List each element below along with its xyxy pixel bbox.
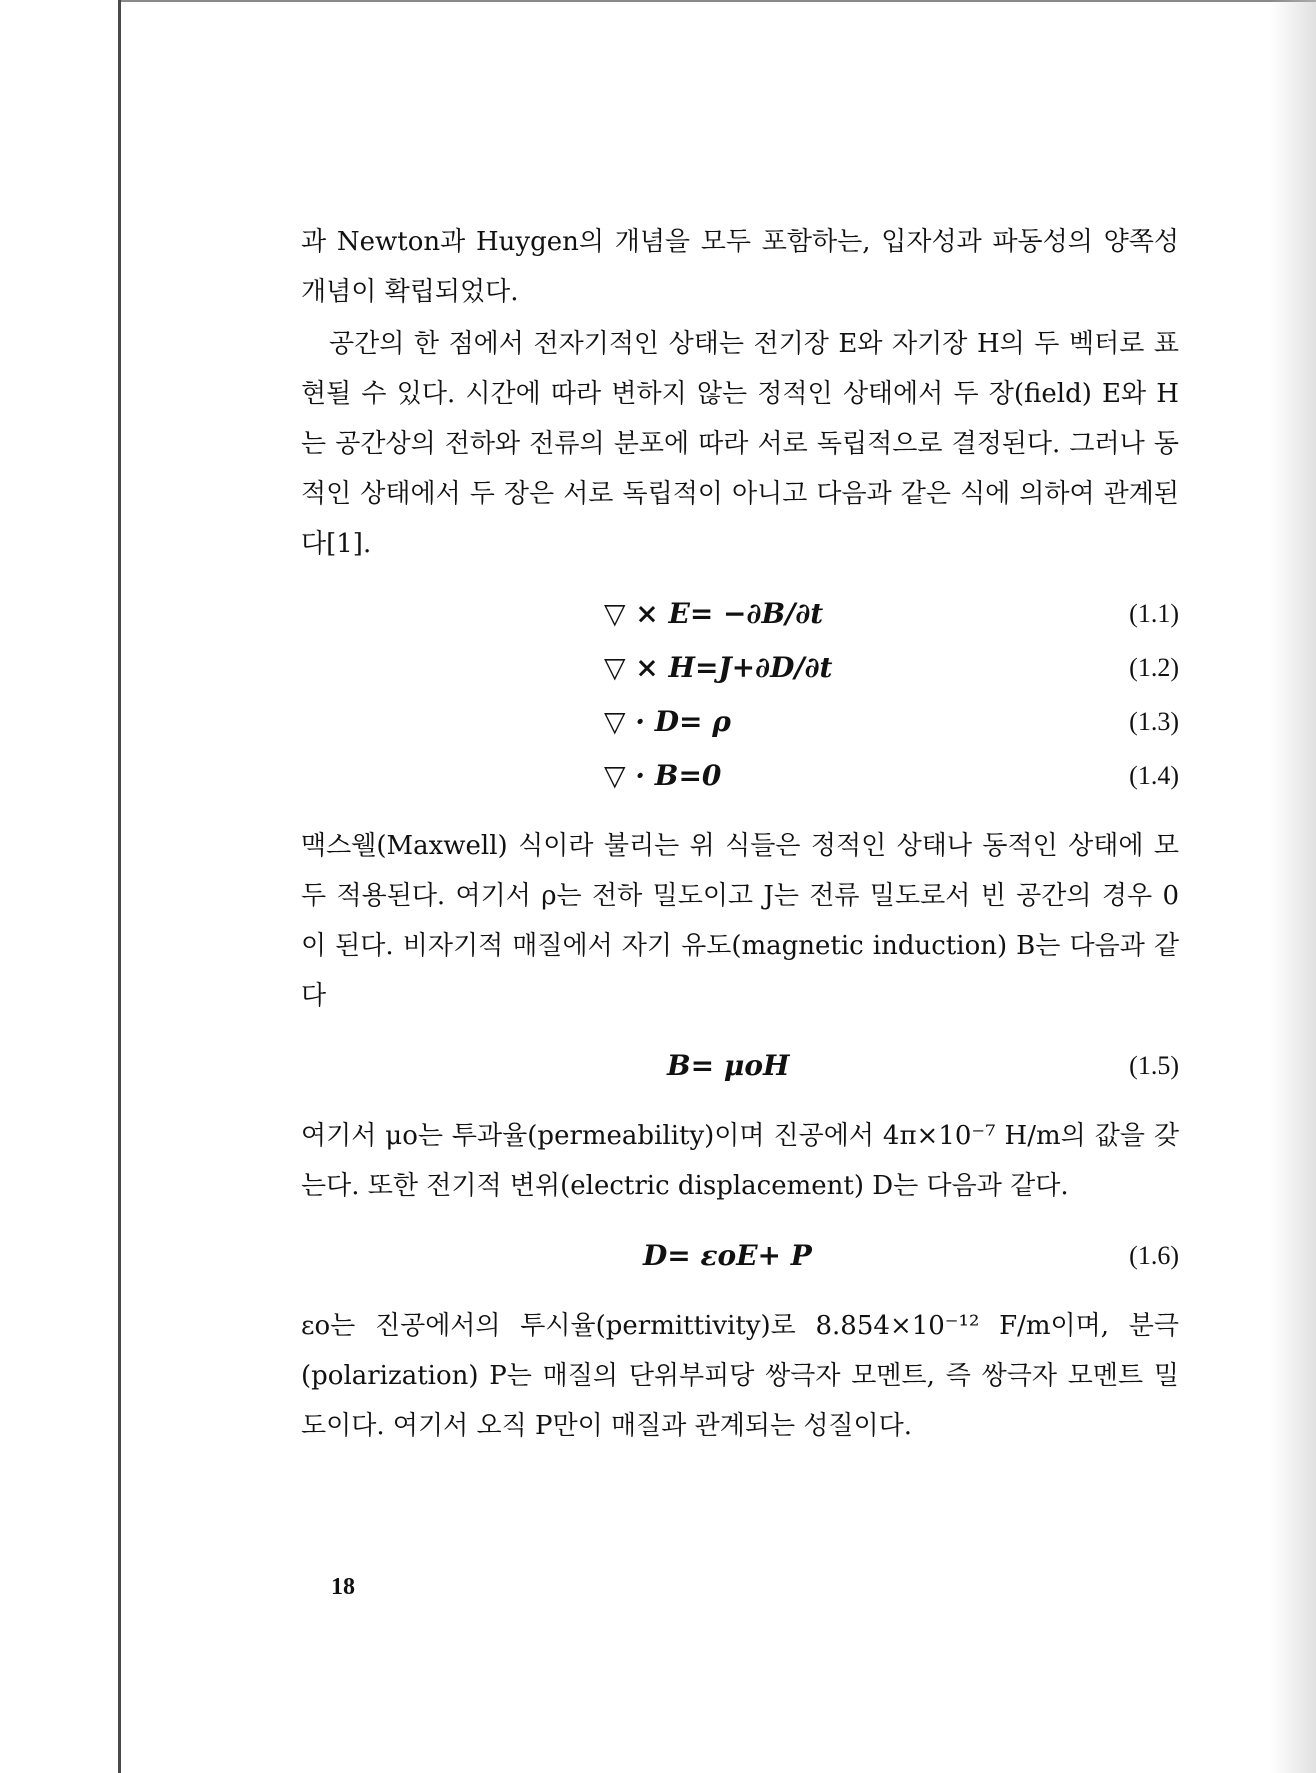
equation-number: (1.5): [1129, 1051, 1179, 1080]
equation-1-6: [301, 1229, 1179, 1283]
equation-expression: ▽ · D= ρ: [604, 705, 731, 738]
paragraph-permittivity: εo는 진공에서의 투시율(permittivity)로 8.854×10⁻¹² F/m이며, 분극(polarization) P는 매질의 단위부피당 쌍극자 모멘트, 즉 쌍극자 모멘트 밀도이다. 여기서 오직 P만이 매질과 관계되는 성질이다.: [301, 1311, 1179, 1441]
equation-number: (1.2): [1129, 653, 1179, 682]
equation-expression: ▽ × E= −∂B/∂t: [604, 597, 824, 630]
equation-expression: B= μoH: [667, 1049, 790, 1082]
equation-1-4: [301, 749, 1179, 803]
page-body: [301, 217, 1179, 1451]
equation-1-5: [301, 1039, 1179, 1093]
page-number: 18: [331, 1574, 355, 1600]
equation-number: (1.1): [1129, 599, 1179, 628]
equation-block-d: [301, 1229, 1179, 1283]
paragraph-permeability: 여기서 μo는 투과율(permeability)이며 진공에서 4π×10⁻⁷ H/m의 값을 갖는다. 또한 전기적 변위(electric displacement) D는 다음과 같다.: [301, 1121, 1179, 1201]
equation-expression: ▽ · B=0: [604, 759, 722, 792]
equation-expression: D= εoE+ P: [643, 1239, 812, 1272]
maxwell-equations: [301, 587, 1179, 803]
equation-number: (1.3): [1129, 707, 1179, 736]
equation-number: (1.6): [1129, 1241, 1179, 1270]
page-left-edge: [118, 0, 121, 1773]
equation-1-2: [301, 641, 1179, 695]
paragraph-fields: 공간의 한 점에서 전자기적인 상태는 전기장 E와 자기장 H의 두 벡터로 표현될 수 있다. 시간에 따라 변하지 않는 정적인 상태에서 두 장(field) E와 H는 공간상의 전하와 전류의 분포에 따라 서로 독립적으로 결정된다. 그러나 동적인 상태에서 두 장은 서로 독립적이 아니고 다음과 같은 식에 의하여 관계된다[1].: [301, 329, 1179, 559]
paragraph-intro: 과 Newton과 Huygen의 개념을 모두 포함하는, 입자성과 파동성의 양쪽성 개념이 확립되었다.: [301, 227, 1179, 307]
equation-1-1: [301, 587, 1179, 641]
page-top-edge: [118, 0, 1316, 2]
page-right-shadow: [1270, 0, 1316, 1773]
paragraph-maxwell: 맥스웰(Maxwell) 식이라 불리는 위 식들은 정적인 상태나 동적인 상태에 모두 적용된다. 여기서 ρ는 전하 밀도이고 J는 전류 밀도로서 빈 공간의 경우 0이 된다. 비자기적 매질에서 자기 유도(magnetic induction) B는 다음과 같다: [301, 831, 1179, 1011]
equation-expression: ▽ × H=J+∂D/∂t: [604, 651, 833, 684]
equation-number: (1.4): [1129, 761, 1179, 790]
equation-block-b: [301, 1039, 1179, 1093]
equation-1-3: [301, 695, 1179, 749]
